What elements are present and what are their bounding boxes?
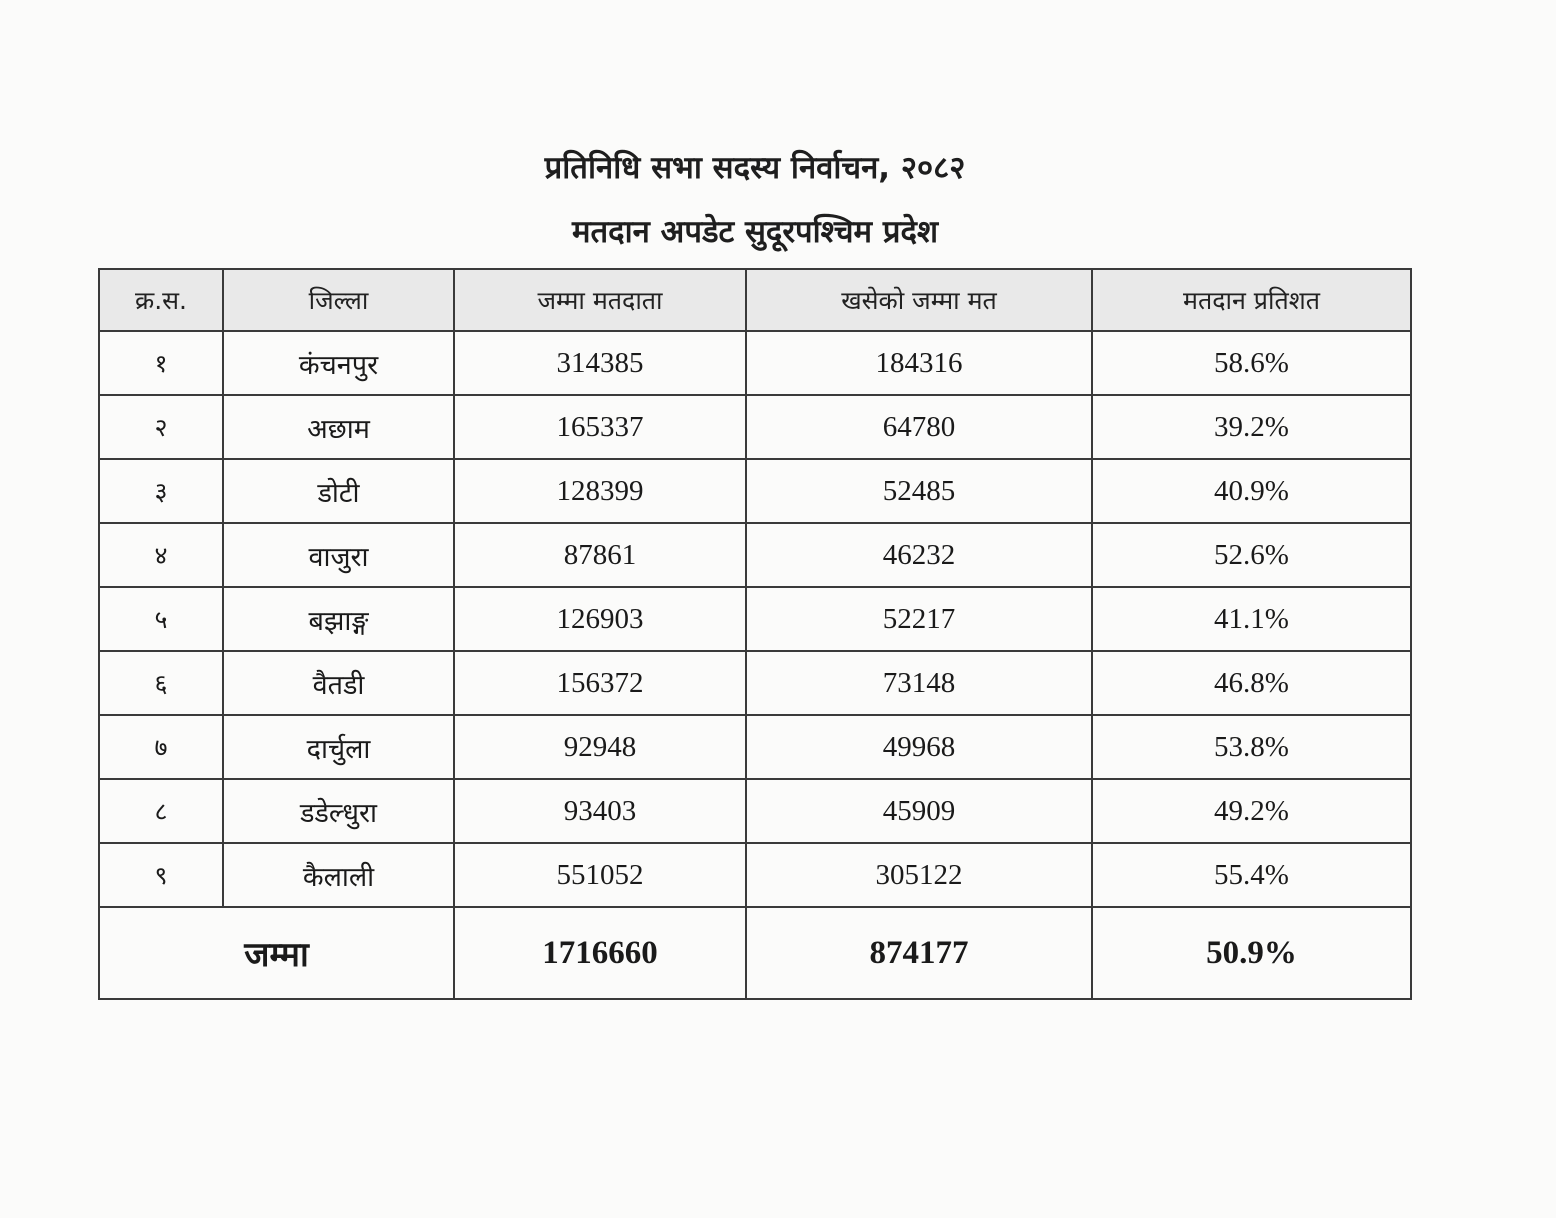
total-voters-cell: 551052 bbox=[454, 843, 746, 907]
turnout-cell: 53.8% bbox=[1092, 715, 1411, 779]
district-cell: वैतडी bbox=[223, 651, 454, 715]
table-row bbox=[99, 395, 1411, 459]
district-cell: कंचनपुर bbox=[223, 331, 454, 395]
document-title: प्रतिनिधि सभा सदस्य निर्वाचन, २०८२ bbox=[544, 150, 966, 186]
header-turnout: मतदान प्रतिशत bbox=[1092, 269, 1411, 331]
votes-cast-cell: 46232 bbox=[746, 523, 1092, 587]
total-voters-cell: 156372 bbox=[454, 651, 746, 715]
district-cell: डोटी bbox=[223, 459, 454, 523]
turnout-cell: 40.9% bbox=[1092, 459, 1411, 523]
turnout-cell: 46.8% bbox=[1092, 651, 1411, 715]
serial-cell: ४ bbox=[99, 523, 223, 587]
total-voters-cell: 93403 bbox=[454, 779, 746, 843]
district-cell: दार्चुला bbox=[223, 715, 454, 779]
votes-cast-cell: 184316 bbox=[746, 331, 1092, 395]
votes-cast-cell: 305122 bbox=[746, 843, 1092, 907]
header-votes-cast: खसेको जम्मा मत bbox=[746, 269, 1092, 331]
total-voters-cell: 165337 bbox=[454, 395, 746, 459]
total-label: जम्मा bbox=[99, 907, 454, 999]
total-voters-cell: 126903 bbox=[454, 587, 746, 651]
total-voters-cell: 314385 bbox=[454, 331, 746, 395]
total-voters-cell: 87861 bbox=[454, 523, 746, 587]
serial-cell: ९ bbox=[99, 843, 223, 907]
total-turnout: 50.9% bbox=[1092, 907, 1411, 999]
table-row bbox=[99, 587, 1411, 651]
table-row bbox=[99, 715, 1411, 779]
table-row bbox=[99, 523, 1411, 587]
total-voters-cell: 128399 bbox=[454, 459, 746, 523]
total-votes-cast-sum: 874177 bbox=[746, 907, 1092, 999]
votes-cast-cell: 64780 bbox=[746, 395, 1092, 459]
serial-cell: ५ bbox=[99, 587, 223, 651]
turnout-cell: 58.6% bbox=[1092, 331, 1411, 395]
serial-cell: ३ bbox=[99, 459, 223, 523]
district-cell: वाजुरा bbox=[223, 523, 454, 587]
turnout-cell: 52.6% bbox=[1092, 523, 1411, 587]
document-subtitle: मतदान अपडेट सुदूरपश्चिम प्रदेश bbox=[571, 214, 939, 250]
votes-cast-cell: 52217 bbox=[746, 587, 1092, 651]
votes-cast-cell: 52485 bbox=[746, 459, 1092, 523]
table-row bbox=[99, 779, 1411, 843]
table-row bbox=[99, 843, 1411, 907]
table-row bbox=[99, 459, 1411, 523]
turnout-cell: 41.1% bbox=[1092, 587, 1411, 651]
turnout-cell: 39.2% bbox=[1092, 395, 1411, 459]
turnout-cell: 55.4% bbox=[1092, 843, 1411, 907]
table-row bbox=[99, 651, 1411, 715]
header-total-voters: जम्मा मतदाता bbox=[454, 269, 746, 331]
district-cell: अछाम bbox=[223, 395, 454, 459]
header-serial: क्र.स. bbox=[99, 269, 223, 331]
header-district: जिल्ला bbox=[223, 269, 454, 331]
votes-cast-cell: 49968 bbox=[746, 715, 1092, 779]
district-cell: बझाङ्ग bbox=[223, 587, 454, 651]
serial-cell: ६ bbox=[99, 651, 223, 715]
turnout-cell: 49.2% bbox=[1092, 779, 1411, 843]
table-row bbox=[99, 331, 1411, 395]
turnout-table bbox=[98, 268, 1412, 1000]
total-row bbox=[99, 907, 1411, 999]
total-voters-sum: 1716660 bbox=[454, 907, 746, 999]
district-cell: कैलाली bbox=[223, 843, 454, 907]
total-voters-cell: 92948 bbox=[454, 715, 746, 779]
serial-cell: ७ bbox=[99, 715, 223, 779]
votes-cast-cell: 45909 bbox=[746, 779, 1092, 843]
serial-cell: १ bbox=[99, 331, 223, 395]
serial-cell: २ bbox=[99, 395, 223, 459]
votes-cast-cell: 73148 bbox=[746, 651, 1092, 715]
district-cell: डडेल्धुरा bbox=[223, 779, 454, 843]
table-header-row bbox=[99, 269, 1411, 331]
serial-cell: ८ bbox=[99, 779, 223, 843]
